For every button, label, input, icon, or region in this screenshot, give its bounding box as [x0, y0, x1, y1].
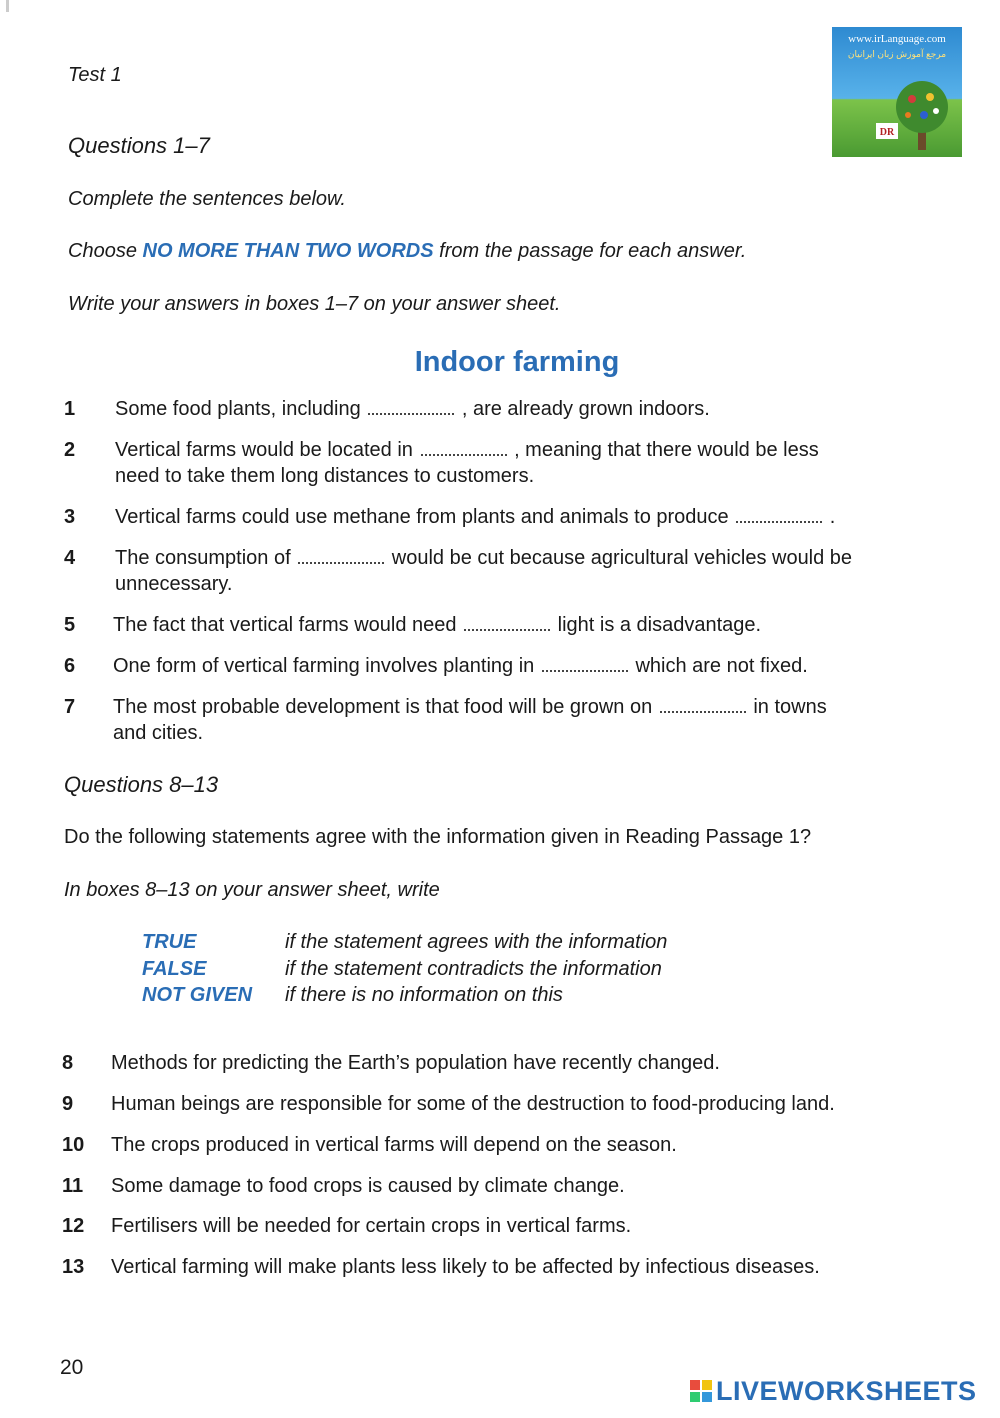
- questions-1-7-heading: Questions 1–7: [68, 133, 210, 158]
- questions-8-13-heading: Questions 8–13: [64, 772, 219, 797]
- option-not-given-desc: if there is no information on this: [285, 984, 563, 1006]
- logo-site-text: www.irLanguage.com: [848, 33, 946, 45]
- section-title: Indoor farming: [414, 346, 620, 378]
- test-label: Test 1: [68, 64, 122, 86]
- statement-number: 9: [62, 1093, 74, 1115]
- question-text: One form of vertical farming involves planting in which are not fixed.: [113, 655, 808, 677]
- answer-blank[interactable]: [736, 507, 822, 523]
- instruction-answer-boxes: Write your answers in boxes 1–7 on your answer sheet.: [68, 293, 561, 315]
- question-number: 6: [64, 655, 76, 677]
- instruction-agree: Do the following statements agree with the information given in Reading Passage 1?: [64, 826, 812, 848]
- question-text: Vertical farms could use methane from plants and animals to produce .: [115, 506, 836, 528]
- instruction-choose-prefix: Choose: [68, 240, 143, 262]
- statement-text: Methods for predicting the Earth’s population have recently changed.: [111, 1052, 720, 1074]
- statement-number: 13: [62, 1256, 85, 1278]
- instruction-write: In boxes 8–13 on your answer sheet, write: [64, 879, 440, 901]
- page-number: 20: [60, 1356, 84, 1379]
- statement-text: Vertical farming will make plants less likely to be affected by infectious diseases.: [111, 1256, 820, 1278]
- question-number: 1: [64, 398, 76, 420]
- question-number: 7: [64, 696, 76, 718]
- answer-blank[interactable]: [464, 615, 550, 631]
- statement-number: 12: [62, 1215, 85, 1237]
- statement-text: Some damage to food crops is caused by climate change.: [111, 1175, 625, 1197]
- question-text: The fact that vertical farms would need light is a disadvantage.: [113, 614, 762, 636]
- page-edge-mark: [6, 0, 9, 12]
- statement-number: 10: [62, 1134, 85, 1156]
- option-true-desc: if the statement agrees with the information: [285, 931, 668, 953]
- answer-blank[interactable]: [660, 697, 746, 713]
- statement-text: The crops produced in vertical farms will depend on the season.: [111, 1134, 677, 1156]
- irlanguage-logo: [832, 27, 962, 157]
- statement-number: 11: [62, 1175, 84, 1197]
- liveworksheets-logo-icon: [690, 1380, 712, 1402]
- tree-illustration-icon: [832, 27, 962, 157]
- option-true-key: TRUE: [142, 931, 197, 953]
- option-not-given-key: NOT GIVEN: [142, 984, 253, 1006]
- answer-blank[interactable]: [368, 399, 454, 415]
- answer-blank[interactable]: [542, 656, 628, 672]
- question-text: Vertical farms would be located in , meaning that there would be less need to take them long distances to customers.: [115, 439, 819, 487]
- statement-text: Fertilisers will be needed for certain crops in vertical farms.: [111, 1215, 632, 1237]
- question-number: 2: [64, 439, 76, 461]
- question-text: The most probable development is that food will be grown on in towns and cities.: [113, 696, 827, 744]
- instruction-choose-suffix: from the passage for each answer.: [433, 240, 747, 262]
- question-number: 5: [64, 614, 76, 636]
- statement-text: Human beings are responsible for some of the destruction to food-producing land.: [111, 1093, 835, 1115]
- statement-number: 8: [62, 1052, 74, 1074]
- instruction-choose: [68, 240, 746, 263]
- instruction-complete: Complete the sentences below.: [68, 188, 346, 210]
- svg-text:DR: DR: [879, 127, 895, 138]
- question-number: 3: [64, 506, 76, 528]
- answer-blank[interactable]: [421, 440, 507, 456]
- question-text: The consumption of would be cut because agricultural vehicles would be unnecessary.: [115, 547, 853, 595]
- liveworksheets-brand[interactable]: [690, 1376, 977, 1407]
- option-false-desc: if the statement contradicts the information: [285, 958, 662, 980]
- word-limit-emphasis: NO MORE THAN TWO WORDS: [142, 240, 434, 262]
- question-number: 4: [64, 547, 76, 569]
- logo-tagline: مرجع آموزش زبان ایرانیان: [847, 49, 947, 59]
- liveworksheets-text: LIVEWORKSHEETS: [716, 1376, 977, 1406]
- question-text: Some food plants, including , are already grown indoors.: [115, 398, 710, 420]
- answer-blank[interactable]: [298, 548, 384, 564]
- option-false-key: FALSE: [142, 958, 207, 980]
